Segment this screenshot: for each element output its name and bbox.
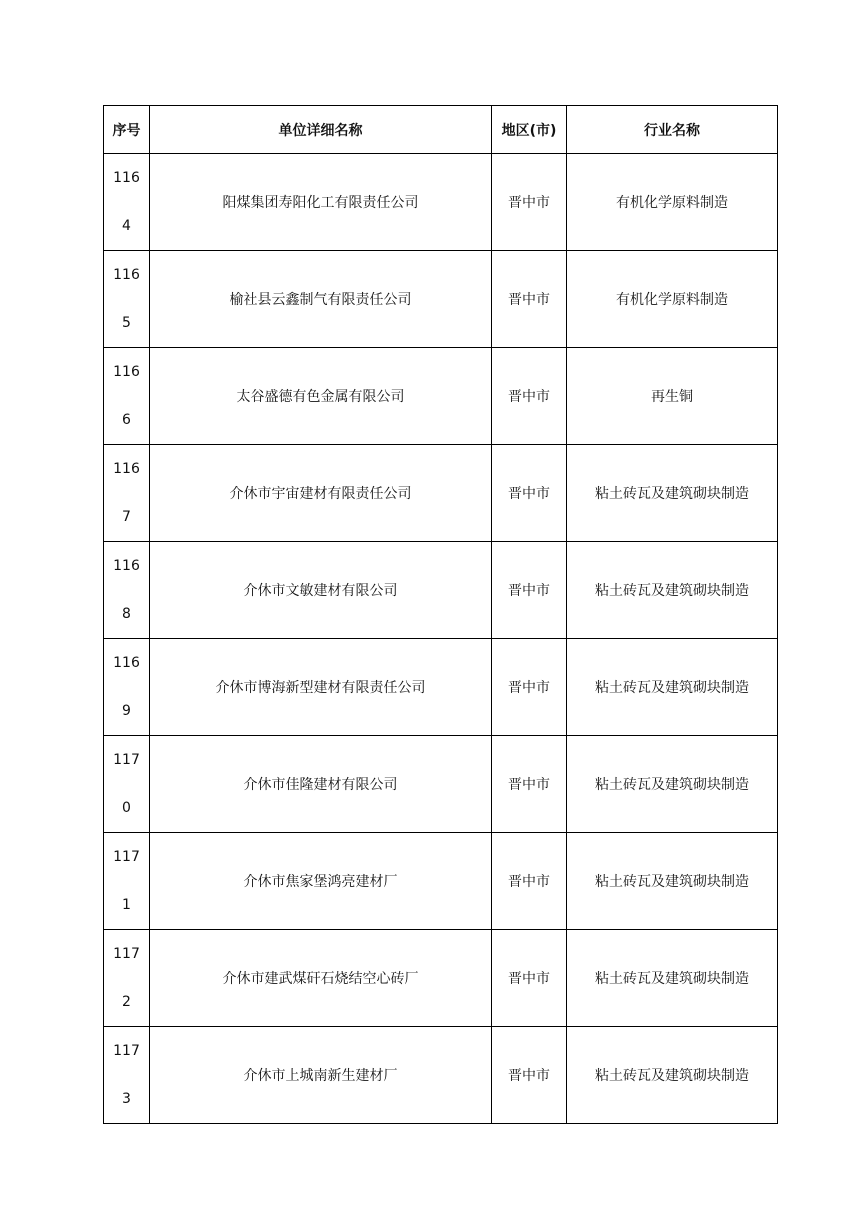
row-industry: 有机化学原料制造 <box>567 251 778 348</box>
table-row <box>104 251 778 348</box>
row-index-top: 117 <box>113 752 140 768</box>
row-index-bottom: 4 <box>122 218 131 234</box>
row-index <box>104 445 150 542</box>
row-index <box>104 154 150 251</box>
row-index-bottom: 8 <box>122 606 131 622</box>
row-index-bottom: 5 <box>122 315 131 331</box>
row-index-bottom: 9 <box>122 703 131 719</box>
row-index-top: 117 <box>113 1043 140 1059</box>
row-index <box>104 542 150 639</box>
row-index-top: 116 <box>113 558 140 574</box>
row-index-bottom: 1 <box>122 897 131 913</box>
table-row <box>104 736 778 833</box>
row-index-top: 116 <box>113 267 140 283</box>
table-row <box>104 542 778 639</box>
row-index-top: 117 <box>113 849 140 865</box>
enterprise-table <box>103 105 778 1124</box>
table-row <box>104 833 778 930</box>
row-region: 晋中市 <box>492 736 567 833</box>
row-region: 晋中市 <box>492 833 567 930</box>
row-index <box>104 1027 150 1124</box>
table-row <box>104 154 778 251</box>
row-index-top: 117 <box>113 946 140 962</box>
row-index-top: 116 <box>113 170 140 186</box>
table-row <box>104 639 778 736</box>
table-header-row <box>104 106 778 154</box>
row-industry: 粘土砖瓦及建筑砌块制造 <box>567 639 778 736</box>
row-index <box>104 930 150 1027</box>
row-name: 榆社县云鑫制气有限责任公司 <box>150 251 492 348</box>
row-name: 阳煤集团寿阳化工有限责任公司 <box>150 154 492 251</box>
row-industry: 再生铜 <box>567 348 778 445</box>
row-index-top: 116 <box>113 655 140 671</box>
row-region: 晋中市 <box>492 639 567 736</box>
table-row <box>104 445 778 542</box>
row-index-top: 116 <box>113 364 140 380</box>
row-industry: 粘土砖瓦及建筑砌块制造 <box>567 736 778 833</box>
table-row <box>104 348 778 445</box>
row-index-bottom: 0 <box>122 800 131 816</box>
row-name: 太谷盛德有色金属有限公司 <box>150 348 492 445</box>
row-name: 介休市焦家堡鸿亮建材厂 <box>150 833 492 930</box>
row-industry: 粘土砖瓦及建筑砌块制造 <box>567 542 778 639</box>
row-region: 晋中市 <box>492 445 567 542</box>
row-name: 介休市博海新型建材有限责任公司 <box>150 639 492 736</box>
header-name: 单位详细名称 <box>150 106 492 154</box>
row-name: 介休市佳隆建材有限公司 <box>150 736 492 833</box>
row-region: 晋中市 <box>492 1027 567 1124</box>
header-industry: 行业名称 <box>567 106 778 154</box>
header-index: 序号 <box>104 106 150 154</box>
row-industry: 有机化学原料制造 <box>567 154 778 251</box>
row-index <box>104 251 150 348</box>
row-name: 介休市文敏建材有限公司 <box>150 542 492 639</box>
row-index-bottom: 3 <box>122 1091 131 1107</box>
row-index <box>104 736 150 833</box>
row-index-bottom: 7 <box>122 509 131 525</box>
row-region: 晋中市 <box>492 542 567 639</box>
table-row <box>104 930 778 1027</box>
row-name: 介休市建武煤矸石烧结空心砖厂 <box>150 930 492 1027</box>
row-industry: 粘土砖瓦及建筑砌块制造 <box>567 833 778 930</box>
row-index-bottom: 6 <box>122 412 131 428</box>
row-index <box>104 833 150 930</box>
row-region: 晋中市 <box>492 251 567 348</box>
row-index-bottom: 2 <box>122 994 131 1010</box>
row-industry: 粘土砖瓦及建筑砌块制造 <box>567 445 778 542</box>
row-region: 晋中市 <box>492 154 567 251</box>
row-name: 介休市上城南新生建材厂 <box>150 1027 492 1124</box>
row-index-top: 116 <box>113 461 140 477</box>
row-industry: 粘土砖瓦及建筑砌块制造 <box>567 1027 778 1124</box>
row-index <box>104 348 150 445</box>
table-row <box>104 1027 778 1124</box>
header-region: 地区(市) <box>492 106 567 154</box>
row-name: 介休市宇宙建材有限责任公司 <box>150 445 492 542</box>
row-region: 晋中市 <box>492 930 567 1027</box>
row-industry: 粘土砖瓦及建筑砌块制造 <box>567 930 778 1027</box>
row-index <box>104 639 150 736</box>
row-region: 晋中市 <box>492 348 567 445</box>
